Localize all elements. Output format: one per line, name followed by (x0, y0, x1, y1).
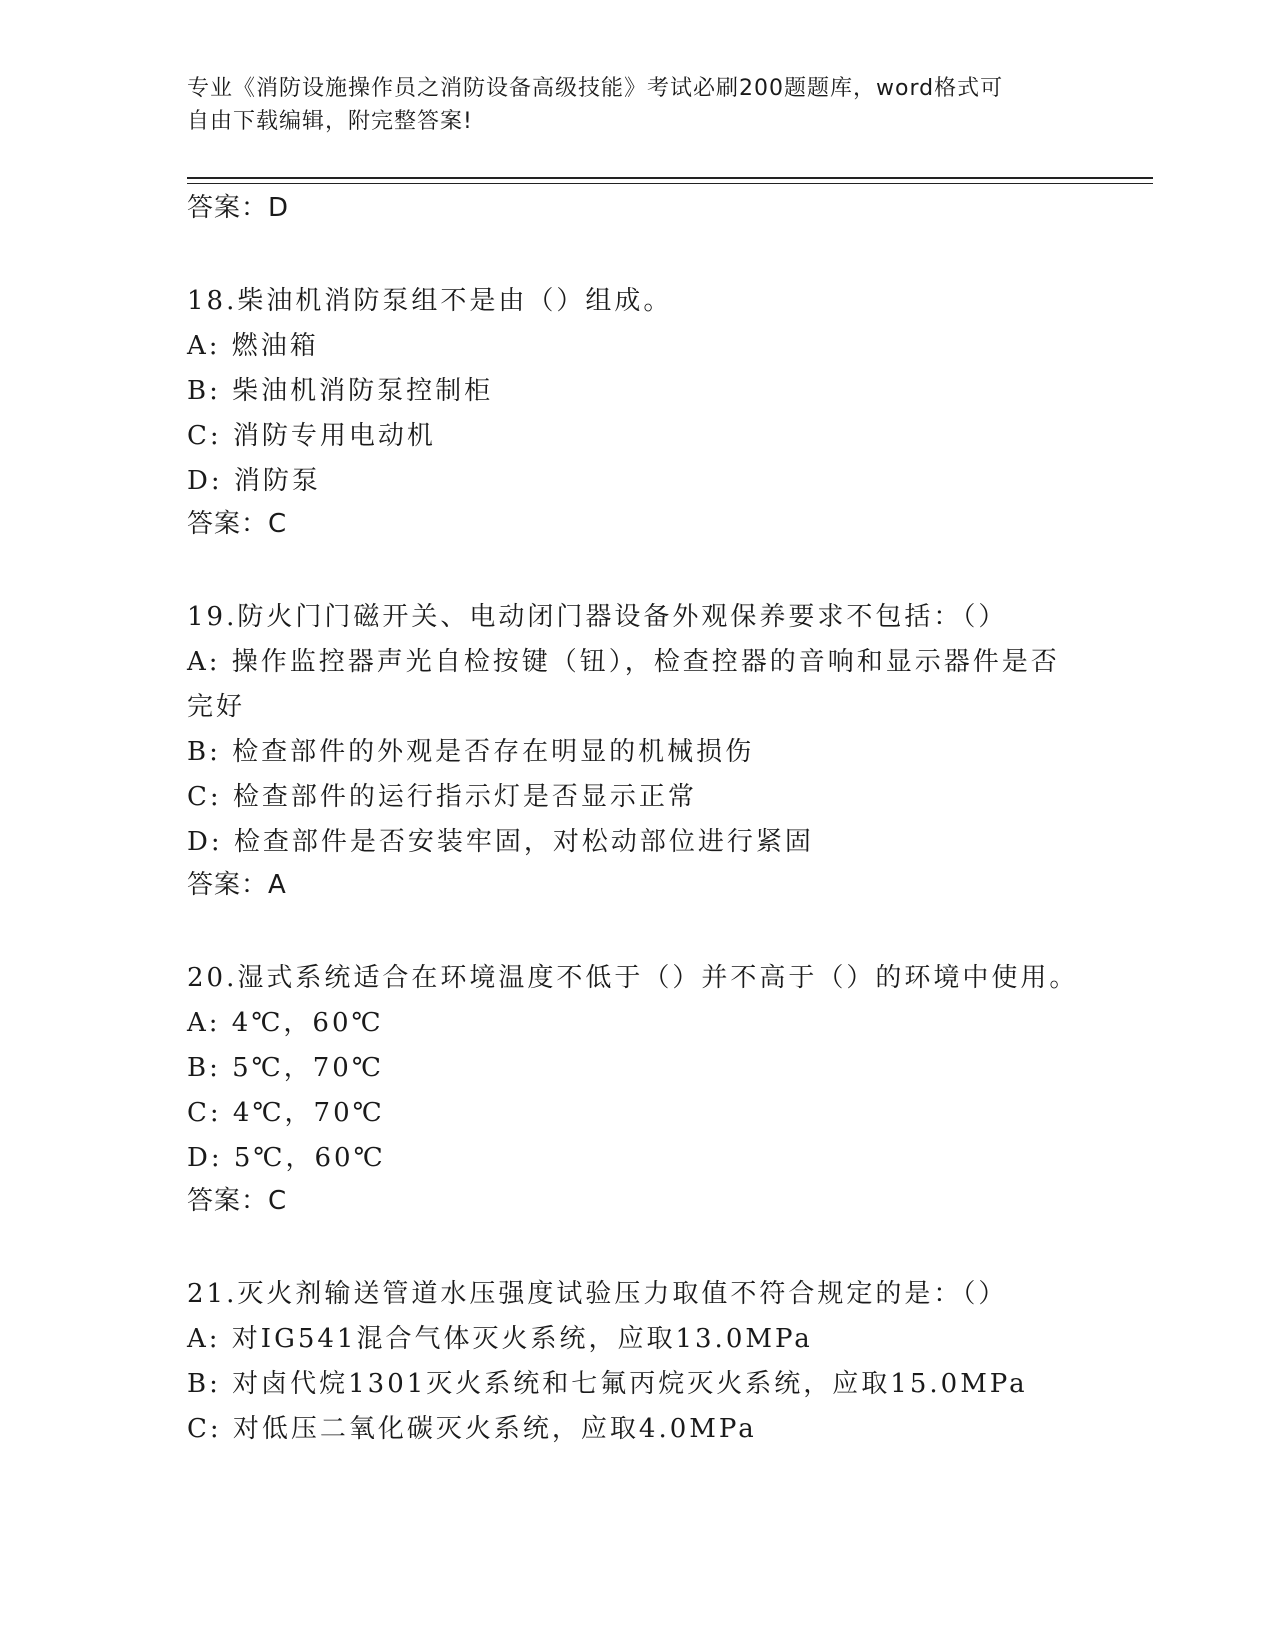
answer: 答案：C (187, 509, 288, 539)
question-18 (187, 279, 1087, 549)
answer: 答案：A (187, 870, 287, 900)
option-a: A: 4℃，60℃ (187, 1008, 384, 1038)
spacer (187, 910, 1087, 956)
document-header (187, 72, 1087, 138)
option-c: C: 对低压二氧化碳灭火系统，应取4.0MPa (187, 1414, 757, 1444)
option-c: C: 4℃，70℃ (187, 1098, 385, 1128)
option-a: A: 燃油箱 (187, 331, 319, 361)
header-line-2: 自由下载编辑，附完整答案! (187, 109, 473, 134)
option-b: B: 柴油机消防泵控制柜 (187, 376, 494, 406)
option-a-continued: 完好 (187, 692, 246, 722)
option-d: D: 消防泵 (187, 466, 321, 496)
option-c: C: 消防专用电动机 (187, 421, 436, 451)
option-a: A: 操作监控器声光自检按键（钮），检查控器的音响和显示器件是否 (187, 647, 1060, 677)
option-d: D: 检查部件是否安装牢固，对松动部位进行紧固 (187, 827, 814, 857)
option-d: D: 5℃，60℃ (187, 1143, 386, 1173)
answer: 答案：C (187, 1186, 288, 1216)
question-list (187, 188, 1087, 1452)
question-stem: 21.灭火剂输送管道水压强度试验压力取值不符合规定的是：（） (187, 1279, 1008, 1309)
option-b: B: 检查部件的外观是否存在明显的机械损伤 (187, 737, 755, 767)
option-a: A: 对IG541混合气体灭火系统，应取13.0MPa (187, 1324, 813, 1354)
answer-prev: 答案：D (187, 193, 290, 223)
option-b: B: 对卤代烷1301灭火系统和七氟丙烷灭火系统，应取15.0MPa (187, 1369, 1028, 1399)
question-21 (187, 1272, 1087, 1452)
option-c: C: 检查部件的运行指示灯是否显示正常 (187, 782, 697, 812)
question-stem: 19.防火门门磁开关、电动闭门器设备外观保养要求不包括：（） (187, 602, 1008, 632)
question-20 (187, 956, 1087, 1226)
spacer (187, 1226, 1087, 1272)
header-line-1: 专业《消防设施操作员之消防设备高级技能》考试必刷200题题库，word格式可 (187, 76, 1004, 101)
header-rule-thick (187, 177, 1153, 179)
question-19 (187, 595, 1087, 910)
spacer (187, 233, 1087, 279)
question-stem: 20.湿式系统适合在环境温度不低于（）并不高于（）的环境中使用。 (187, 963, 1079, 993)
header-rule-thin (187, 183, 1153, 184)
spacer (187, 549, 1087, 595)
question-stem: 18.柴油机消防泵组不是由（）组成。 (187, 286, 673, 316)
option-b: B: 5℃，70℃ (187, 1053, 384, 1083)
